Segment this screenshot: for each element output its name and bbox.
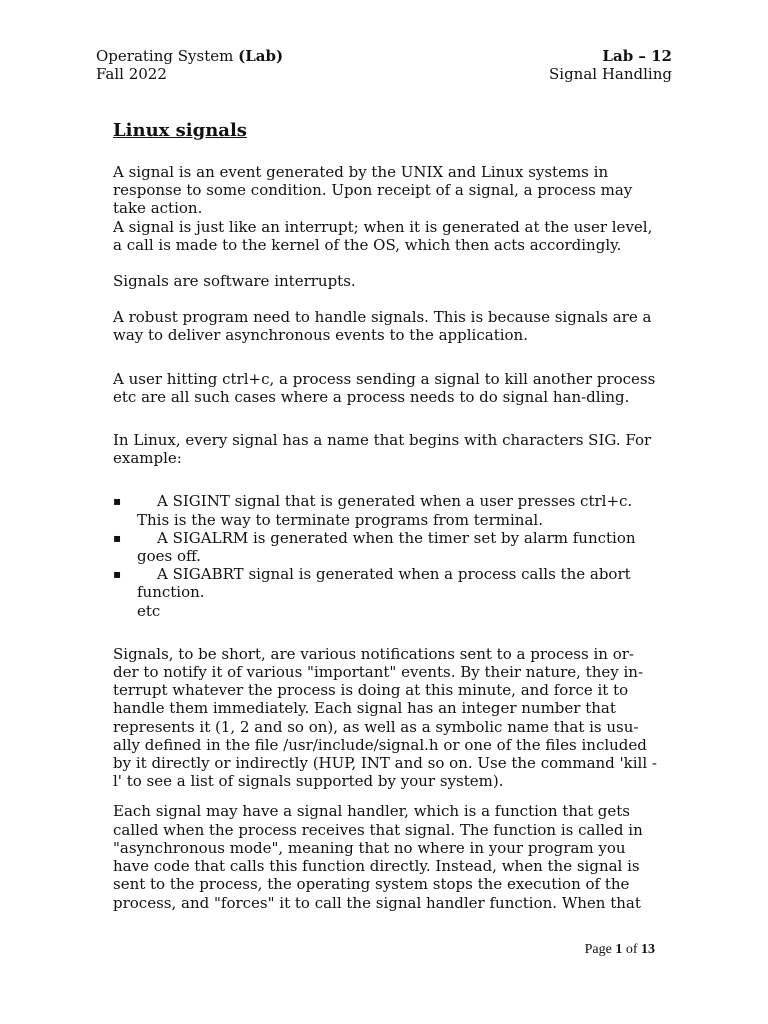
- paragraph-6: Signals, to be short, are various notifications sent to a process in or-der to notify it of various "important" events. By their nature, they in-terrupt whatever the process is doing at this minute, and force it to handle them immediately. Each signal has an integer number that represents it (1, 2 and so on), as well as a symbolic name that is usu-ally defined in the file /usr/include/signal.h or one of the files included by it directly or indirectly (HUP, INT and so on. Use the command 'kill -l' to see a list of signals supported by your system).: [113, 644, 657, 791]
- list-item-text: A SIGINT signal that is generated when a user presses ctrl+c. This is the way to terminate programs from terminal.: [137, 492, 633, 529]
- page-label: Page: [584, 942, 612, 957]
- bullet-icon: ▪: [113, 567, 122, 582]
- course-tag: (Lab): [238, 47, 284, 65]
- paragraph-2: Signals are software interrupts.: [113, 272, 356, 291]
- bullet-icon: ▪: [113, 530, 122, 545]
- course-name: Operating System: [96, 47, 234, 65]
- paragraph-5: In Linux, every signal has a name that begins with characters SIG. For example:: [113, 431, 652, 468]
- header-row-top: [96, 47, 672, 65]
- paragraph-1a: A signal is an event generated by the UNIX and Linux systems in response to some condition. Upon receipt of a signal, a process may take action.: [113, 163, 633, 218]
- list-item-text: A SIGABRT signal is generated when a process calls the abort function.: [137, 565, 631, 602]
- list-item: [113, 492, 658, 528]
- course-title: [96, 47, 283, 65]
- page-current: 1: [615, 942, 623, 957]
- list-item: [113, 565, 658, 601]
- paragraph-1b: A signal is just like an interrupt; when it is generated at the user level, a call is made to the kernel of the OS, which then acts accordingly.: [113, 217, 653, 254]
- page-header: [96, 47, 672, 83]
- page-total: 13: [641, 942, 655, 957]
- lab-topic: Signal Handling: [549, 65, 672, 83]
- term: Fall 2022: [96, 65, 167, 83]
- signal-examples-list: [113, 492, 658, 619]
- paragraph-4: A user hitting ctrl+c, a process sending a signal to kill another process etc are all such cases where a process needs to do signal han-dling.: [113, 369, 656, 406]
- page-footer: [585, 942, 655, 958]
- section-title: Linux signals: [113, 120, 247, 141]
- bullet-icon: ▪: [113, 494, 122, 509]
- paragraph-7: Each signal may have a signal handler, which is a function that gets called when the process receives that signal. The function is called in "asynchronous mode", meaning that no where in your program you have code that calls this function directly. Instead, when the signal is sent to the process, the operating system stops the execution of the process, and "forces" it to call the signal handler function. When that: [113, 802, 643, 912]
- of-label: of: [625, 942, 638, 957]
- header-row-bottom: [96, 65, 672, 83]
- page-content: [113, 120, 658, 912]
- list-item-etc: etc: [137, 601, 161, 620]
- list-item: [113, 529, 658, 565]
- list-item-text: A SIGALRM is generated when the timer set by alarm function goes off.: [137, 528, 636, 566]
- paragraph-3: A robust program need to handle signals. This is because signals are a way to deliver asynchronous events to the application.: [113, 308, 652, 345]
- lab-number: Lab – 12: [602, 47, 672, 65]
